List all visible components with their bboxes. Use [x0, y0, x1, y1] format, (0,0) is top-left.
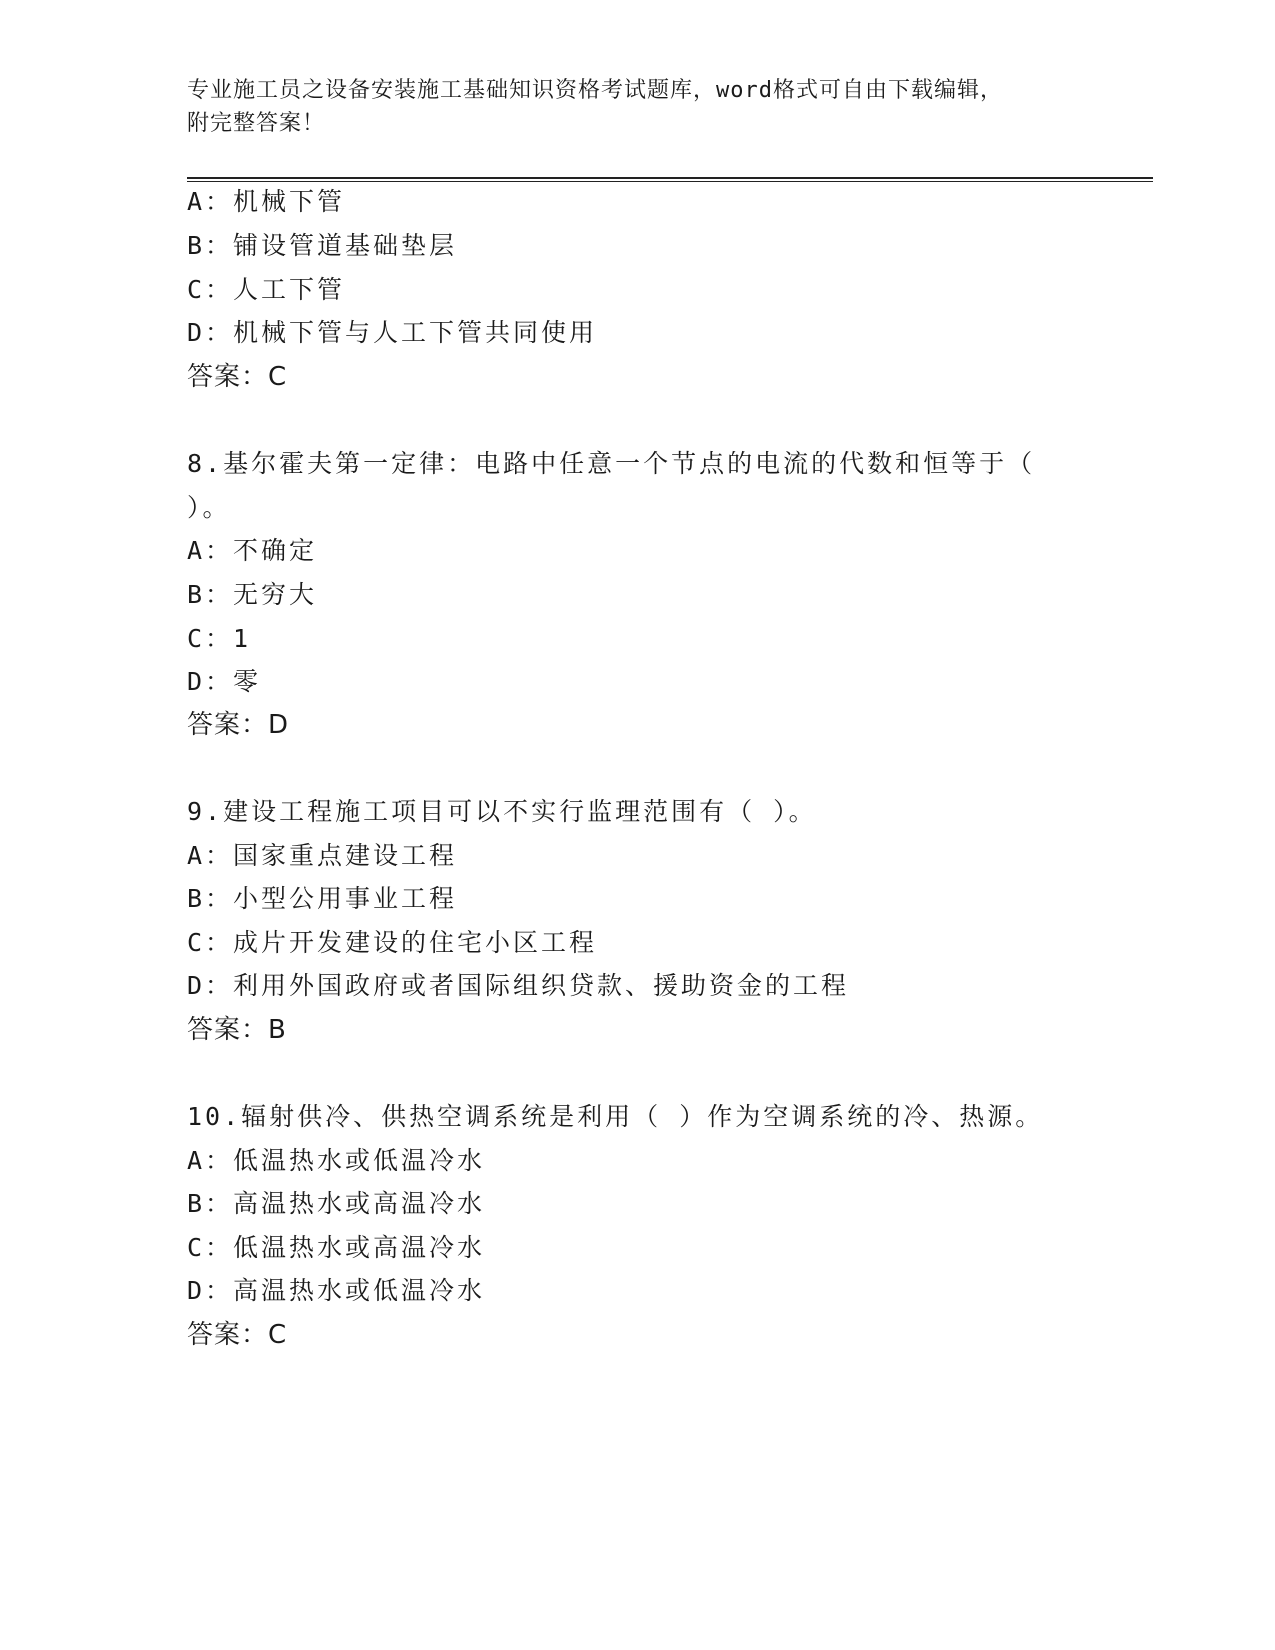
q10-option-b: B：高温热水或高温冷水 — [187, 1189, 486, 1218]
q10-option-a: A：低温热水或低温冷水 — [187, 1146, 486, 1175]
q7-option-b: B：铺设管道基础垫层 — [187, 231, 458, 260]
q9-option-a: A：国家重点建设工程 — [187, 841, 458, 870]
q10-stem: 10.辐射供冷、供热空调系统是利用（ ）作为空调系统的冷、热源。 — [187, 1102, 1044, 1131]
q7-option-c: C：人工下管 — [187, 275, 346, 304]
header-line-2: 附完整答案！ — [187, 111, 326, 136]
q8-option-c: C：1 — [187, 624, 252, 653]
q9-option-d: D：利用外国政府或者国际组织贷款、援助资金的工程 — [187, 971, 850, 1000]
header-line-1: 专业施工员之设备安装施工基础知识资格考试题库，word格式可自由下载编辑， — [187, 78, 1003, 103]
q9-answer: 答案：B — [187, 1015, 287, 1045]
q9-option-b: B：小型公用事业工程 — [187, 884, 458, 913]
q8-option-d: D：零 — [187, 667, 262, 696]
q8-stem-line-1: 8.基尔霍夫第一定律：电路中任意一个节点的电流的代数和恒等于（ — [187, 449, 1036, 478]
q7-answer: 答案：C — [187, 362, 288, 392]
header-divider — [187, 177, 1153, 182]
q8-stem-line-2: ）。 — [187, 493, 231, 522]
q10-option-d: D：高温热水或低温冷水 — [187, 1276, 486, 1305]
q9-option-c: C：成片开发建设的住宅小区工程 — [187, 928, 598, 957]
q8-option-a: A：不确定 — [187, 536, 318, 565]
q9-stem: 9.建设工程施工项目可以不实行监理范围有（ ）。 — [187, 797, 817, 826]
q10-answer: 答案：C — [187, 1320, 288, 1350]
document-header — [187, 74, 1087, 140]
q8-option-b: B：无穷大 — [187, 580, 318, 609]
q8-answer: 答案：D — [187, 710, 290, 740]
q7-option-d: D：机械下管与人工下管共同使用 — [187, 318, 598, 347]
q7-option-a: A：机械下管 — [187, 187, 346, 216]
q10-option-c: C：低温热水或高温冷水 — [187, 1233, 486, 1262]
